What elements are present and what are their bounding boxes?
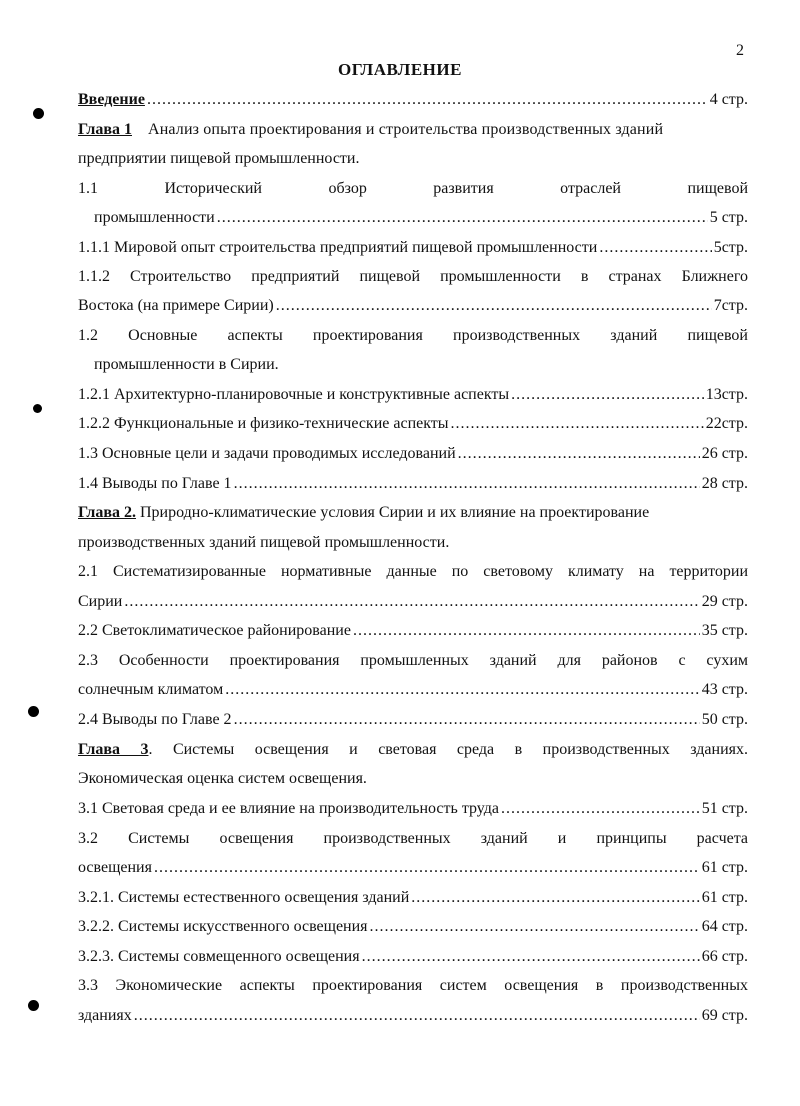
page-ref: 29 стр. [701,593,748,610]
binder-hole-mark [28,706,39,717]
chapter-label: Глава 3 [78,741,149,758]
page-ref: 4 стр. [709,91,748,108]
toc-entry-3-2-3[interactable] [78,947,748,967]
entry-text: 3.2.1. Системы естественного освещения зданий [78,889,410,906]
chapter-title: Природно-климатические условия Сирии и их влияние на проектирование [140,504,650,521]
entry-text: солнечным климатом [78,681,224,698]
toc-entry-2-4[interactable] [78,710,748,730]
toc-entry-1-1-2-cont[interactable] [78,296,748,316]
page-ref: 50 стр. [701,711,748,728]
toc-entry-3-3-cont[interactable] [78,1006,748,1026]
entry-text: 3.1 Световая среда и ее влияние на производительность труда [78,800,500,817]
page-ref: 28 стр. [701,475,748,492]
entry-text: освещения [78,859,152,876]
binder-hole-mark [33,108,44,119]
chapter-label: Глава 1 [78,121,132,138]
binder-hole-mark [33,404,42,413]
entry-text: Сирии [78,593,123,610]
leader-dots [147,90,708,110]
toc-entry-1-2-cont: промышленности в Сирии. [94,356,279,373]
page-ref: 26 стр. [701,445,748,462]
toc-entry-intro[interactable] [78,90,748,110]
leader-dots [511,385,704,405]
chapter-title-continuation: производственных зданий пищевой промышленности. [78,534,450,551]
leader-dots [225,680,699,700]
leader-dots [217,208,708,228]
leader-dots [134,1006,700,1026]
page-ref: 22стр. [705,415,748,432]
page-ref: 35 стр. [701,622,748,639]
leader-dots [276,296,712,316]
entry-text: зданиях [78,1007,132,1024]
leader-dots [370,917,700,937]
page-ref: 61 стр. [701,889,748,906]
page-ref: 66 стр. [701,948,748,965]
leader-dots [451,414,704,434]
toc-entry-2-1[interactable]: 2.1 Систематизированные нормативные данные по световому климату на территории [78,563,748,580]
entry-text: 3.2.3. Системы совмещенного освещения [78,948,360,965]
chapter-3-heading[interactable] [78,740,748,760]
chapter-title-continuation: предприятии пищевой промышленности. [78,150,360,167]
toc-entry-3-2-2[interactable] [78,917,748,937]
entry-text: 1.4 Выводы по Главе 1 [78,475,232,492]
leader-dots [599,238,711,258]
toc-entry-1-2[interactable]: 1.2 Основные аспекты проектирования производственных зданий пищевой [78,327,748,344]
page-title: ОГЛАВЛЕНИЕ [338,60,462,79]
toc-entry-1-4[interactable] [78,474,748,494]
chapter-title: . Системы освещения и световая среда в производственных зданиях. [148,741,748,758]
toc-entry-3-2-cont[interactable] [78,858,748,878]
page-ref: 5 стр. [709,209,748,226]
page-ref: 69 стр. [701,1007,748,1024]
entry-text: 1.3 Основные цели и задачи проводимых исследований [78,445,456,462]
binder-hole-mark [28,1000,39,1011]
leader-dots [124,592,699,612]
page-ref: 64 стр. [701,918,748,935]
toc-entry-2-3[interactable]: 2.3 Особенности проектирования промышленных зданий для районов с сухим [78,652,748,669]
leader-dots [353,621,700,641]
leader-dots [154,858,700,878]
entry-text: 1.2.1 Архитектурно-планировочные и конструктивные аспекты [78,386,510,403]
entry-text: промышленности [94,209,215,226]
toc-entry-1-1-1[interactable] [78,238,748,258]
toc-entry-3-1[interactable] [78,799,748,819]
toc-entry-1-1-2[interactable]: 1.1.2 Строительство предприятий пищевой промышленности в странах Ближнего [78,268,748,285]
entry-text: 2.4 Выводы по Главе 2 [78,711,232,728]
page-ref: 61 стр. [701,859,748,876]
page-ref: 43 стр. [701,681,748,698]
page-ref: 13стр. [705,386,748,403]
page-ref: 7стр. [713,297,748,314]
leader-dots [234,710,700,730]
toc-entry-1-1-cont[interactable] [94,208,748,228]
entry-text: 2.2 Светоклиматическое районирование [78,622,351,639]
page-ref: 5стр. [713,239,748,256]
entry-text: Востока (на примере Сирии) [78,297,274,314]
page-ref: 51 стр. [701,800,748,817]
chapter-2-heading[interactable] [78,503,748,523]
toc-entry-3-2[interactable]: 3.2 Системы освещения производственных зданий и принципы расчета [78,830,748,847]
toc-entry-2-3-cont[interactable] [78,680,748,700]
entry-text: 1.2.2 Функциональные и физико-технические аспекты [78,415,449,432]
chapter-title: Анализ опыта проектирования и строительства производственных зданий [148,121,664,138]
leader-dots [501,799,700,819]
toc-entry-3-3[interactable]: 3.3 Экономические аспекты проектирования систем освещения в производственных [78,977,748,994]
toc-entry-1-2-1[interactable] [78,385,748,405]
entry-text: 1.1.1 Мировой опыт строительства предприятий пищевой промышленности [78,239,598,256]
leader-dots [234,474,700,494]
toc-entry-1-3[interactable] [78,444,748,464]
toc-entry-3-2-1[interactable] [78,888,748,908]
entry-text: 3.2.2. Системы искусственного освещения [78,918,368,935]
toc-entry-2-1-cont[interactable] [78,592,748,612]
chapter-1-heading[interactable] [78,120,748,140]
page-number: 2 [736,42,744,59]
toc-entry-1-2-2[interactable] [78,414,748,434]
toc-entry-1-1[interactable]: 1.1 Исторический обзор развития отраслей пищевой [78,180,748,197]
chapter-title-continuation: Экономическая оценка систем освещения. [78,770,367,787]
chapter-label: Глава 2. [78,504,136,521]
intro-label: Введение [78,91,145,108]
leader-dots [362,947,700,967]
leader-dots [411,888,699,908]
toc-entry-2-2[interactable] [78,621,748,641]
leader-dots [458,444,700,464]
